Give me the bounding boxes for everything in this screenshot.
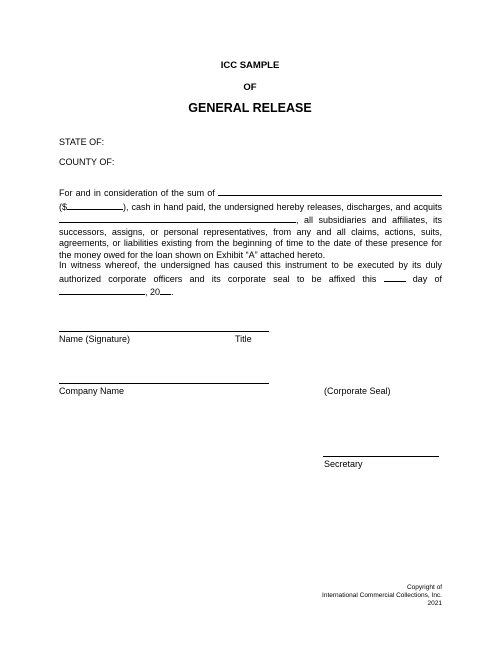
company-name-label: Company Name — [59, 386, 125, 396]
consideration-paragraph — [59, 186, 442, 261]
para1-line5: agreements, or liabilities existing from the beginning of time to the date of these presence for — [59, 238, 442, 248]
para2-line1: In witness whereof, the undersigned has caused this instrument to be executed by its duly — [59, 260, 442, 270]
day-blank — [384, 272, 406, 282]
doc-title: GENERAL RELEASE — [188, 101, 312, 115]
year-blank — [160, 285, 171, 295]
para2-line2: authorized corporate officers and its corporate seal to be affixed this day of — [59, 273, 442, 284]
para1-line1: For and in consideration of the sum of — [59, 186, 442, 200]
county-label: COUNTY OF: — [59, 157, 115, 167]
para2-line3: , 20 . — [59, 285, 442, 299]
signature-line — [59, 331, 269, 332]
copyright-line1: Copyright of — [406, 584, 442, 591]
releasee-blank — [59, 213, 296, 223]
name-signature-label: Name (Signature) — [59, 334, 131, 344]
witness-paragraph — [59, 260, 442, 299]
amount-blank — [67, 200, 123, 210]
secretary-label: Secretary — [324, 459, 363, 469]
copyright-line2: International Commercial Collections, Inc. — [322, 592, 442, 599]
doc-heading-of: OF — [243, 82, 257, 93]
doc-heading-icc-sample: ICC SAMPLE — [220, 60, 280, 71]
month-blank — [59, 285, 145, 295]
title-label: Title — [235, 334, 252, 344]
para1-line3: , all subsidiaries and affiliates, its — [59, 213, 442, 227]
state-label: STATE OF: — [59, 137, 105, 147]
sum-blank — [218, 186, 442, 196]
para1-line6: the money owed for the loan shown on Exhibit “A” attached hereto. — [59, 249, 326, 260]
secretary-line — [323, 456, 439, 457]
company-name-line — [59, 383, 269, 384]
copyright-notice — [322, 584, 442, 608]
para1-line2: ($ ), cash in hand paid, the undersigned hereby releases, discharges, and acquits — [59, 201, 442, 212]
copyright-year: 2021 — [427, 600, 442, 607]
corporate-seal-label: (Corporate Seal) — [324, 386, 391, 396]
para1-line4: successors, assigns, or personal representatives, from any and all claims, actions, suits, — [59, 226, 442, 237]
